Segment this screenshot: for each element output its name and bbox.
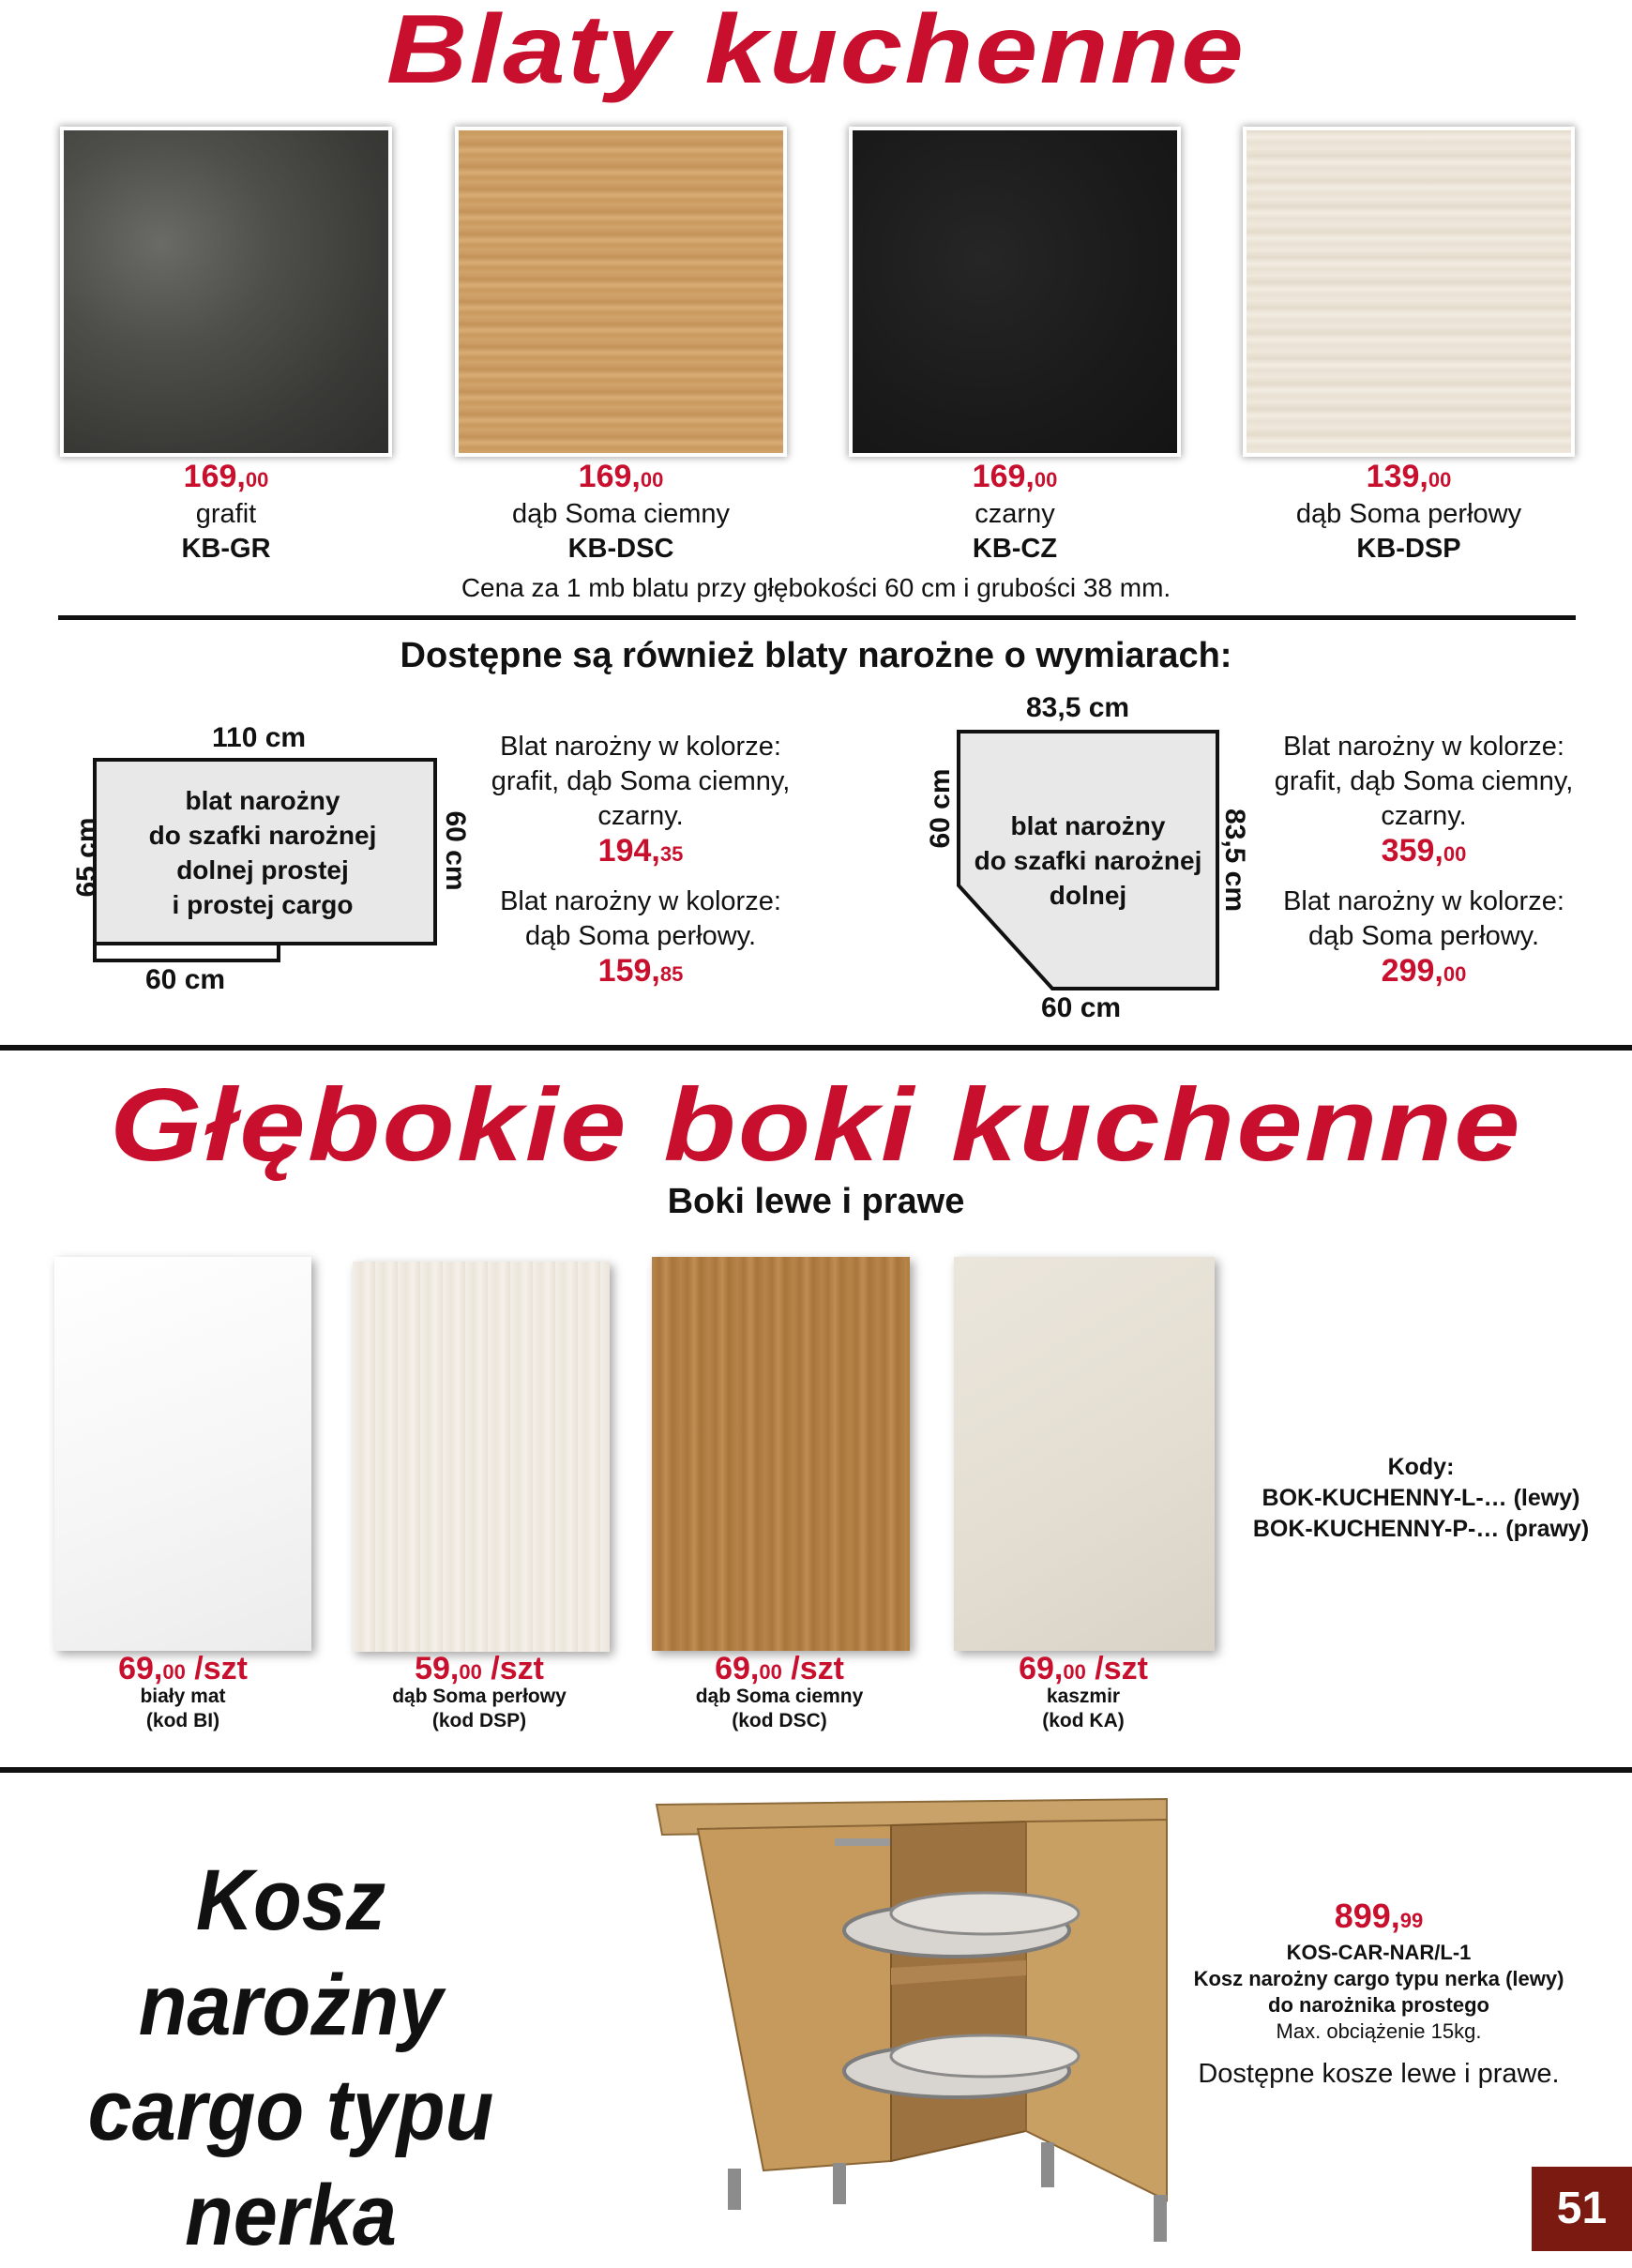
price: 299,00 <box>1381 953 1467 989</box>
color-name: dąb Soma perłowy <box>1295 499 1522 529</box>
dim-top: 83,5 cm <box>1026 692 1130 723</box>
panel-kaszmir <box>954 1257 1215 1651</box>
swatch-czarny <box>853 130 1177 453</box>
section-divider <box>0 1767 1632 1773</box>
panel-dab-soma-ciemny <box>652 1257 910 1651</box>
corner-offer-right: Blat narożny w kolorze: grafit, dąb Soma ciemny, czarny. 359,00 Blat narożny w kolorze: dąb Soma perłowy. 299,00 <box>1257 730 1591 991</box>
price: 169,00 <box>183 459 269 494</box>
dim-bottom: 60 cm <box>145 964 226 995</box>
product-caption-czarny <box>874 460 1156 567</box>
dim-bottom: 60 cm <box>1041 992 1122 1023</box>
dim-top: 110 cm <box>212 722 307 753</box>
price: 169,00 <box>972 459 1058 494</box>
product-caption-grafit <box>85 460 367 567</box>
product-code: KB-DSC <box>567 534 674 564</box>
color-name: dąb Soma ciemny <box>511 499 731 529</box>
price-note: Cena za 1 mb blatu przy głębokości 60 cm i grubości 38 mm. <box>461 573 1171 602</box>
product-caption-dab-soma-ciemny <box>480 460 762 567</box>
panel-bialy-mat <box>54 1257 311 1651</box>
panel-codes: Kody: BOK-KUCHENNY-L-… (lewy) BOK-KUCHENNY-P-… (prawy) <box>1252 1454 1590 1542</box>
section-title-side-panels: Głębokie boki kuchenne <box>110 1067 1522 1183</box>
price: 69,00 /szt <box>715 1651 844 1686</box>
price: 59,00 /szt <box>415 1651 544 1686</box>
color-name: czarny <box>975 499 1055 529</box>
panel-dab-soma-perlowy <box>353 1262 610 1652</box>
swatch-dab-soma-perlowy <box>1247 130 1571 453</box>
dim-right: 83,5 cm <box>1219 808 1250 913</box>
panel-caption-bialy-mat: 69,00 /szt biały mat (kod BI) <box>66 1656 300 1733</box>
corner-heading: Dostępne są również blaty narożne o wymiarach: <box>400 636 1232 675</box>
dim-left: 60 cm <box>925 768 956 849</box>
price: 69,00 /szt <box>1019 1651 1148 1686</box>
panel-caption-dab-soma-ciemny: 69,00 /szt dąb Soma ciemny (kod DSC) <box>662 1656 897 1733</box>
price: 159,85 <box>597 953 684 989</box>
corner-label-right: blat narożny do szafki narożnej dolnej <box>974 811 1202 910</box>
product-code: KB-GR <box>181 534 271 564</box>
price: 169,00 <box>578 459 664 494</box>
price: 69,00 /szt <box>118 1651 248 1686</box>
swatch-grafit <box>64 130 388 453</box>
price: 899,99 <box>1334 1897 1424 1935</box>
price: 359,00 <box>1381 833 1467 869</box>
corner-label-left: blat narożny do szafki narożnej dolnej prostej i prostej cargo <box>148 786 377 919</box>
corner-offer-left: Blat narożny w kolorze: grafit, dąb Soma ciemny, czarny. 194,35 Blat narożny w kolorze: dąb Soma perłowy. 159,85 <box>474 730 808 991</box>
cargo-cabinet-image <box>647 1792 1172 2251</box>
product-code: KB-DSP <box>1356 534 1461 564</box>
product-code: KB-CZ <box>972 534 1058 564</box>
color-name: grafit <box>195 499 257 529</box>
price: 194,35 <box>597 833 684 869</box>
dim-left: 65 cm <box>71 817 102 898</box>
divider <box>58 615 1576 620</box>
swatch-dab-soma-ciemny <box>459 130 783 453</box>
side-panels-subtitle: Boki lewe i prawe <box>667 1182 965 1221</box>
dim-right: 60 cm <box>440 810 471 891</box>
section-divider <box>0 1045 1632 1051</box>
product-caption-dab-soma-perlowy <box>1268 460 1549 567</box>
panel-caption-dab-soma-perlowy: 59,00 /szt dąb Soma perłowy (kod DSP) <box>362 1656 597 1733</box>
section-title-countertops: Blaty kuchenne <box>385 0 1247 104</box>
price: 139,00 <box>1366 459 1452 494</box>
cargo-offer: 899,99 KOS-CAR-NAR/L-1 Kosz narożny cargo typu nerka (lewy) do narożnika prostego Max. obciążenie 15kg. Dostępne kosze lewe i prawe. <box>1172 1898 1585 2090</box>
cargo-title: Kosz narożny cargo typu nerka <box>87 1852 494 2263</box>
panel-caption-kaszmir: 69,00 /szt kaszmir (kod KA) <box>966 1656 1201 1733</box>
product-code: KOS-CAR-NAR/L-1 <box>1286 1941 1472 1964</box>
page-number: 51 <box>1532 2167 1632 2251</box>
